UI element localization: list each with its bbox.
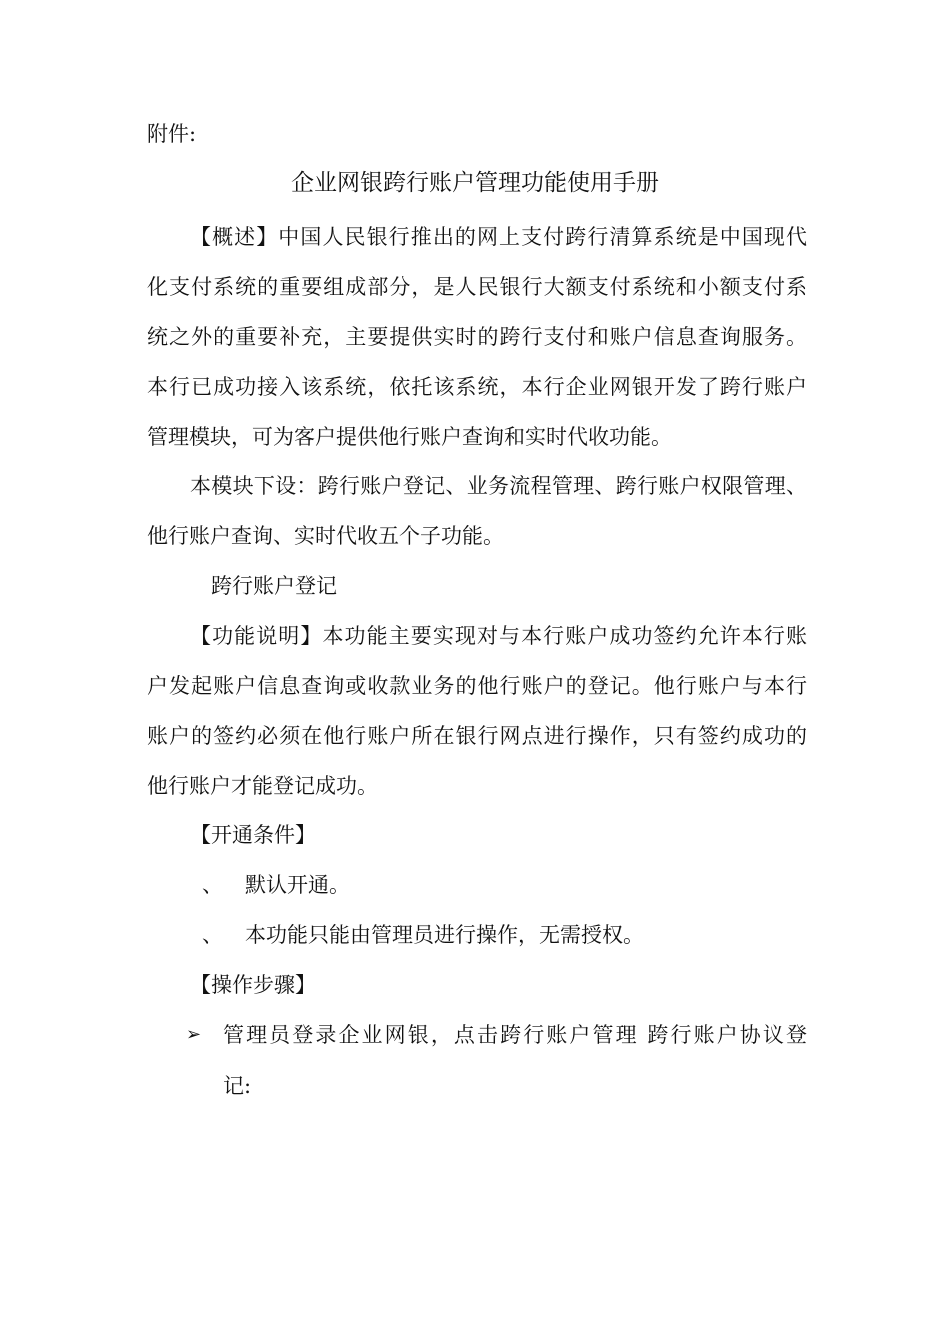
- arrow-bullet-icon: ➢: [186, 1024, 202, 1045]
- function-desc-line-3: 账户的签约必须在他行账户所在银行网点进行操作，只有签约成功的: [147, 724, 807, 748]
- open-conditions-heading: 【开通条件】: [190, 823, 316, 847]
- document-title: 企业网银跨行账户管理功能使用手册: [291, 170, 659, 196]
- steps-heading: 【操作步骤】: [190, 973, 316, 997]
- function-desc-line-1: 【功能说明】本功能主要实现对与本行账户成功签约允许本行账: [190, 624, 807, 648]
- overview-line-1: 【概述】中国人民银行推出的网上支付跨行清算系统是中国现代: [190, 225, 807, 249]
- overview-line-3: 统之外的重要补充，主要提供实时的跨行支付和账户信息查询服务。: [147, 325, 807, 349]
- condition-2-mark: 、: [202, 923, 223, 947]
- function-desc-line-4: 他行账户才能登记成功。: [147, 774, 378, 798]
- submodules-line-1: 本模块下设：跨行账户登记、业务流程管理、跨行账户权限管理、: [190, 474, 807, 498]
- condition-2-text: 本功能只能由管理员进行操作，无需授权。: [245, 923, 644, 947]
- step-1-line-2: 记:: [223, 1074, 252, 1098]
- attachment-label: 附件:: [147, 122, 197, 146]
- overview-line-5: 管理模块，可为客户提供他行账户查询和实时代收功能。: [147, 425, 672, 449]
- overview-line-2: 化支付系统的重要组成部分，是人民银行大额支付系统和小额支付系: [147, 275, 807, 299]
- condition-1-text: 默认开通。: [245, 873, 350, 897]
- condition-1-mark: 、: [202, 873, 223, 897]
- overview-line-4: 本行已成功接入该系统，依托该系统，本行企业网银开发了跨行账户: [147, 375, 807, 399]
- function-desc-line-2: 户发起账户信息查询或收款业务的他行账户的登记。他行账户与本行: [147, 674, 807, 698]
- submodules-line-2: 他行账户查询、实时代收五个子功能。: [147, 524, 504, 548]
- section-title: 跨行账户登记: [211, 574, 337, 598]
- step-1-line-1: 管理员登录企业网银，点击跨行账户管理 跨行账户协议登: [223, 1023, 807, 1047]
